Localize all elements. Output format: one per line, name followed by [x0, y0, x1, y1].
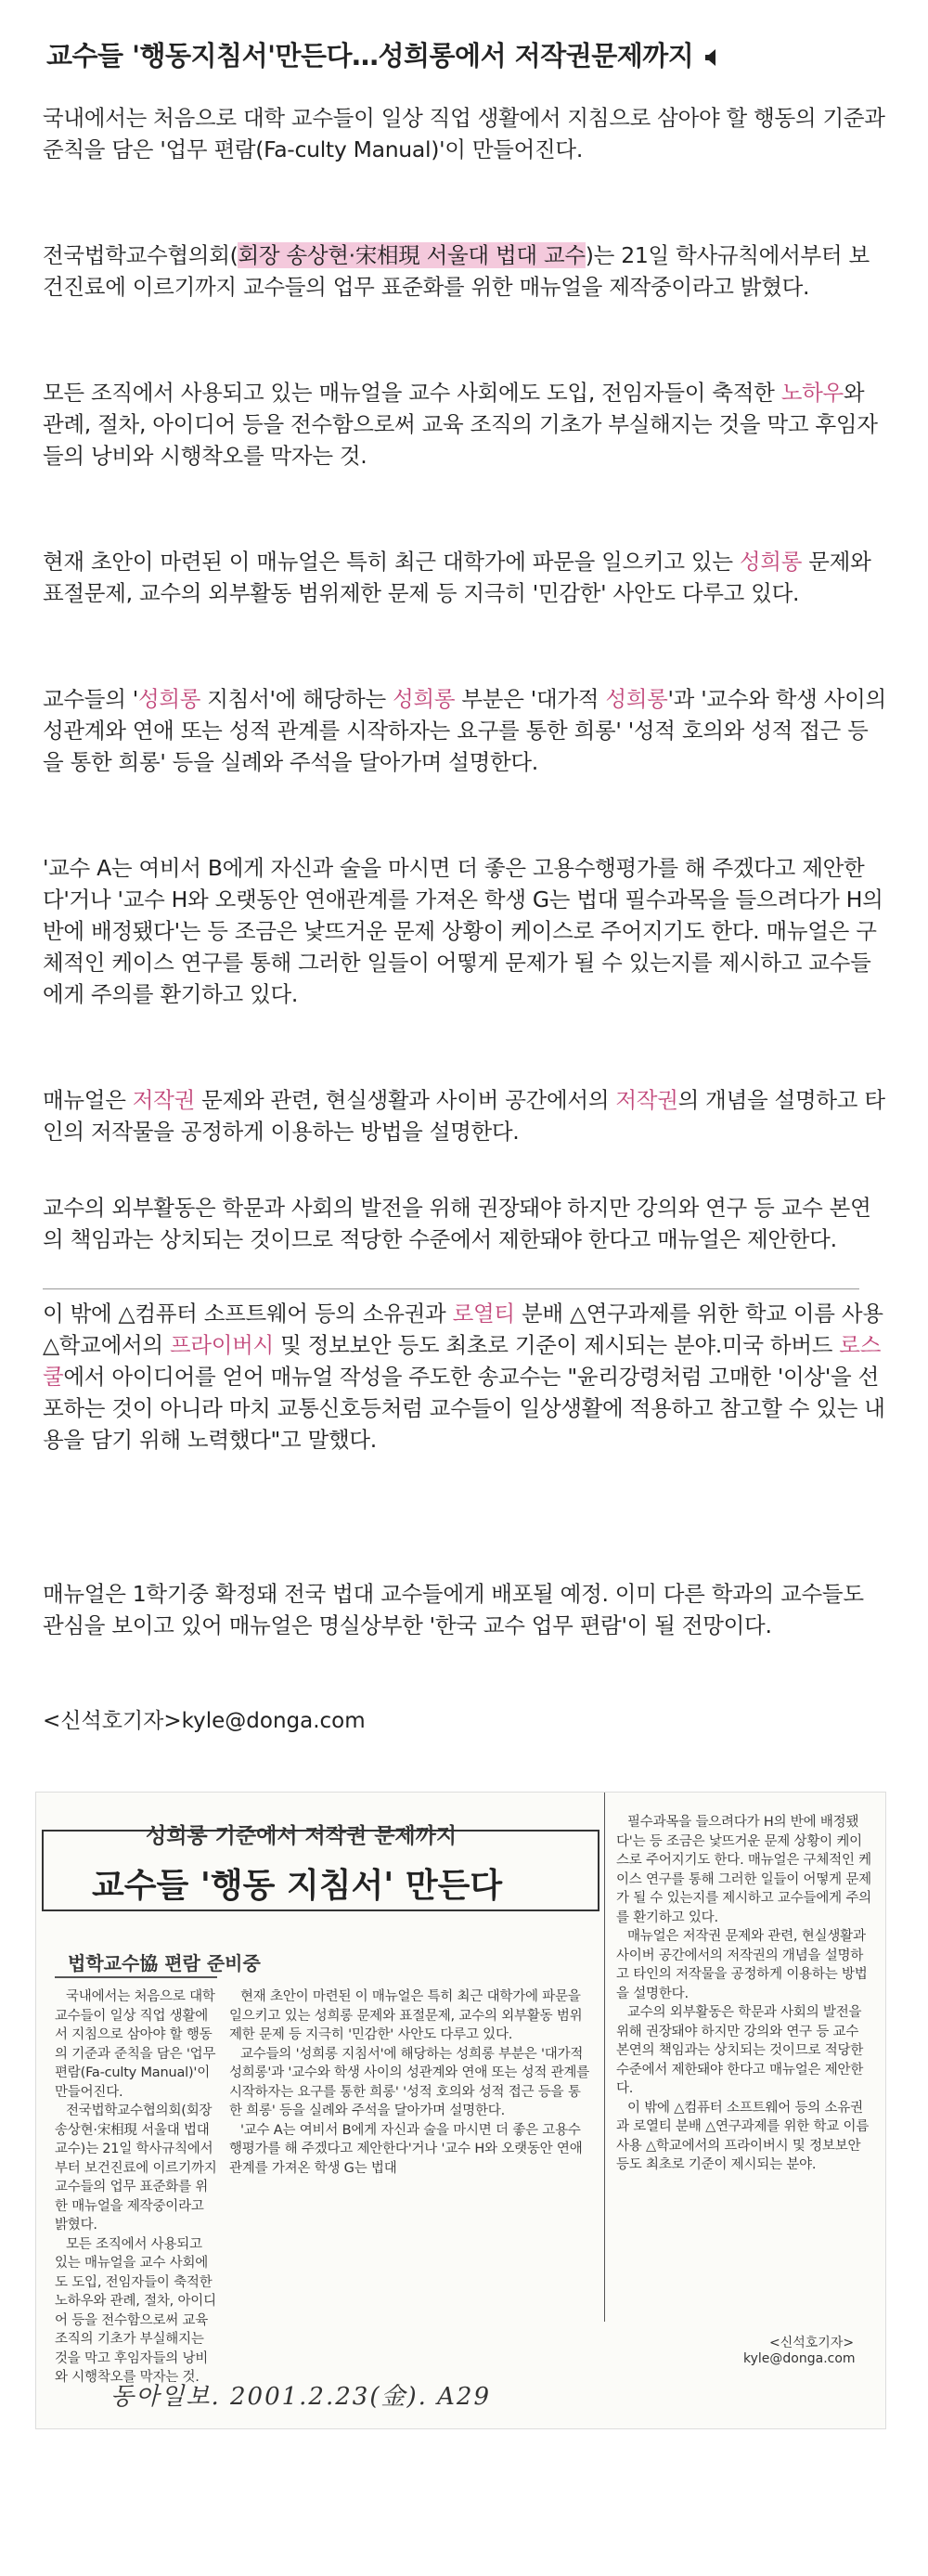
clipping-column-1: 국내에서는 처음으로 대학 교수들이 일상 직업 생활에서 지침으로 삼아야 할 행동의 기준과 준칙을 담은 '업무 편람(Fa-culty Manual)'이 만들어진다. 전국법학교수협의회(회장 송상현·宋相現 서울대 법대 교수)는 21일 학사규칙에서부터 보건진료에 이르기까지 교수들의 업무 표준화를 위한 매뉴얼을 제작중이라고 밝혔다. 모든 조직에서 사용되고 있는 매뉴얼을 교수 사회에도 도입, 전임자들이 축적한 노하우와 관례, 절차, 아이디어 등을 전수함으로써 교육 조직의 기초가 부실해지는 것을 막고 후임자들의 낭비와 시행착오를 막자는 것. — [55, 1989, 217, 2385]
clipping-email: kyle@donga.com — [743, 2351, 856, 2366]
clipping-subtitle: 성희롱 기준에서 저작권 문제까지 — [146, 1824, 458, 1848]
paragraph-4: 현재 초안이 마련된 이 매뉴얼은 특히 최근 대학가에 파문을 일으키고 있는 성희롱 문제와 표절문제, 교수의 외부활동 범위제한 문제 등 지극히 '민감한' 사안도 다루고 있다. — [43, 549, 871, 606]
column-rule — [604, 1793, 605, 2322]
speaker-icon[interactable] — [704, 42, 719, 73]
keyword-link[interactable]: 성희롱 — [393, 686, 456, 712]
divider — [43, 1288, 859, 1289]
handwritten-source-note: 동아일보. 2001.2.23(金). A29 — [110, 2383, 491, 2411]
paragraph-3: 모든 조직에서 사용되고 있는 매뉴얼을 교수 사회에도 도입, 전임자들이 축적한 노하우와 관례, 절차, 아이디어 등을 전수함으로써 교육 조직의 기초가 부실해지는 것을 막고 후임자들의 낭비와 시행착오를 막자는 것. — [43, 380, 878, 469]
paragraph-10: 매뉴얼은 1학기중 확정돼 전국 법대 교수들에게 배포될 예정. 이미 다른 학과의 교수들도 관심을 보이고 있어 매뉴얼은 명실상부한 '한국 교수 업무 편람'이 될 전망이다. — [43, 1581, 864, 1638]
newspaper-clipping — [35, 1792, 886, 2429]
paragraph-2: 전국법학교수협의회(회장 송상현·宋相現 서울대 법대 교수)는 21일 학사규칙에서부터 보건진료에 이르기까지 교수들의 업무 표준화를 위한 매뉴얼을 제작중이라고 밝혔다. — [43, 242, 870, 300]
paragraph-6: '교수 A는 여비서 B에게 자신과 술을 마시면 더 좋은 고용수행평가를 해 주겠다고 제안한다'거나 '교수 H와 오랫동안 연애관계를 가져온 학생 G는 법대 필수과목을 들으려다가 H의 반에 배정됐다'는 등 조금은 낯뜨거운 문제 상황이 케이스로 주어지기도 한다. 매뉴얼은 구체적인 케이스 연구를 통해 그러한 일들이 어떻게 문제가 될 수 있는지를 제시하고 교수들에게 주의를 환기하고 있다. — [43, 855, 883, 1007]
keyword-link[interactable]: 프라이버시 — [169, 1332, 274, 1358]
byline: <신석호기자>kyle@donga.com — [43, 1709, 366, 1733]
keyword-link[interactable]: 저작권 — [615, 1087, 678, 1113]
clipping-headline: 교수들 '행동 지침서' 만든다 — [92, 1866, 503, 1905]
keyword-link[interactable]: 성희롱 — [739, 549, 803, 575]
article-title: 교수들 '행동지침서'만든다…성희롱에서 저작권문제까지 — [46, 35, 882, 73]
paragraph-5: 교수들의 '성희롱 지침서'에 해당하는 성희롱 부분은 '대가적 성희롱'과 '교수와 학생 사이의 성관계와 연애 또는 성적 관계를 시작하자는 요구를 통한 희롱' '성적 호의와 성적 접근 등을 통한 희롱' 등을 실례와 주석을 달아가며 설명한다. — [43, 686, 886, 775]
clipping-column-3: 필수과목을 들으려다가 H의 반에 배정됐다'는 등 조금은 낯뜨거운 문제 상황이 케이스로 주어지기도 한다. 매뉴얼은 구체적인 케이스 연구를 통해 그러한 일들이 어떻게 문제가 될 수 있는지를 제시하고 교수들에게 주의를 환기하고 있다. 매뉴얼은 저작권 문제와 관련, 현실생활과 사이버 공간에서의 저작권의 개념을 설명하고 타인의 저작물을 공정하게 이용하는 방법을 설명한다. 교수의 외부활동은 학문과 사회의 발전을 위해 권장돼야 하지만 강의와 연구 등 교수 본연의 책임과는 상치되는 것이므로 적당한 수준에서 제한돼야 한다고 매뉴얼은 제안한다. 이 밖에 △컴퓨터 소프트웨어 등의 소유권과 로열티 분배 △연구과제를 위한 학교 이름 사용 △학교에서의 프라이버시 및 정보보안 등도 최초로 기준이 제시되는 분야. — [616, 1815, 871, 2172]
keyword-link[interactable]: 노하우 — [780, 380, 844, 406]
keyword-link[interactable]: 성희롱 — [605, 686, 668, 712]
keyword-link[interactable]: 저작권 — [132, 1087, 195, 1113]
clipping-subhead: 법학교수協 편람 준비중 — [68, 1952, 261, 1974]
keyword-link[interactable]: 로스쿨 — [43, 1332, 882, 1390]
keyword-link[interactable]: 성희롱 — [137, 686, 201, 712]
subhead-rule — [55, 1976, 217, 1978]
paragraph-8: 교수의 외부활동은 학문과 사회의 발전을 위해 권장돼야 하지만 강의와 연구 등 교수 본연의 책임과는 상치되는 것이므로 적당한 수준에서 제한돼야 한다고 매뉴얼은 제안한다. — [43, 1195, 871, 1252]
highlighted-text: 회장 송상현·宋相現 서울대 법대 교수 — [238, 242, 586, 268]
paragraph-9: 이 밖에 △컴퓨터 소프트웨어 등의 소유권과 로열티 분배 △연구과제를 위한 학교 이름 사용 △학교에서의 프라이버시 및 정보보안 등도 최초로 기준이 제시되는 분야.미국 하버드 로스쿨에서 아이디어를 얻어 매뉴얼 작성을 주도한 송교수는 "윤리강령처럼 고매한 '이상'을 선포하는 것이 아니라 마치 교통신호등처럼 교수들이 일상생활에 적용하고 참고할 수 있는 내용을 담기 위해 노력했다"고 말했다. — [43, 1301, 885, 1453]
keyword-link[interactable]: 로열티 — [452, 1301, 515, 1327]
paragraph-7: 매뉴얼은 저작권 문제와 관련, 현실생활과 사이버 공간에서의 저작권의 개념을 설명하고 타인의 저작물을 공정하게 이용하는 방법을 설명한다. — [43, 1087, 885, 1145]
clipping-column-2: 현재 초안이 마련된 이 매뉴얼은 특히 최근 대학가에 파문을 일으키고 있는 성희롱 문제와 표절문제, 교수의 외부활동 범위제한 문제 등 지극히 '민감한' 사안도 다루고 있다. 교수들의 '성희롱 지침서'에 해당하는 성희롱 부분은 '대가적 성희롱'과 '교수와 학생 사이의 성관계와 연애 또는 성적 관계를 시작하자는 요구를 통한 희롱' '성적 호의와 성적 접근 등을 통한 희롱' 등을 실례와 주석을 달아가며 설명한다. '교수 A는 여비서 B에게 자신과 술을 마시면 더 좋은 고용수행평가를 해 주겠다고 제안한다'거나 '교수 H와 오랫동안 연애관계를 가져온 학생 G는 법대 — [229, 1989, 590, 2176]
paragraph-1: 국내에서는 처음으로 대학 교수들이 일상 직업 생활에서 지침으로 삼아야 할 행동의 기준과 준칙을 담은 '업무 편람(Fa-culty Manual)'이 만들어진다. — [43, 105, 885, 162]
clipping-byline: <신석호기자> — [769, 2336, 855, 2350]
